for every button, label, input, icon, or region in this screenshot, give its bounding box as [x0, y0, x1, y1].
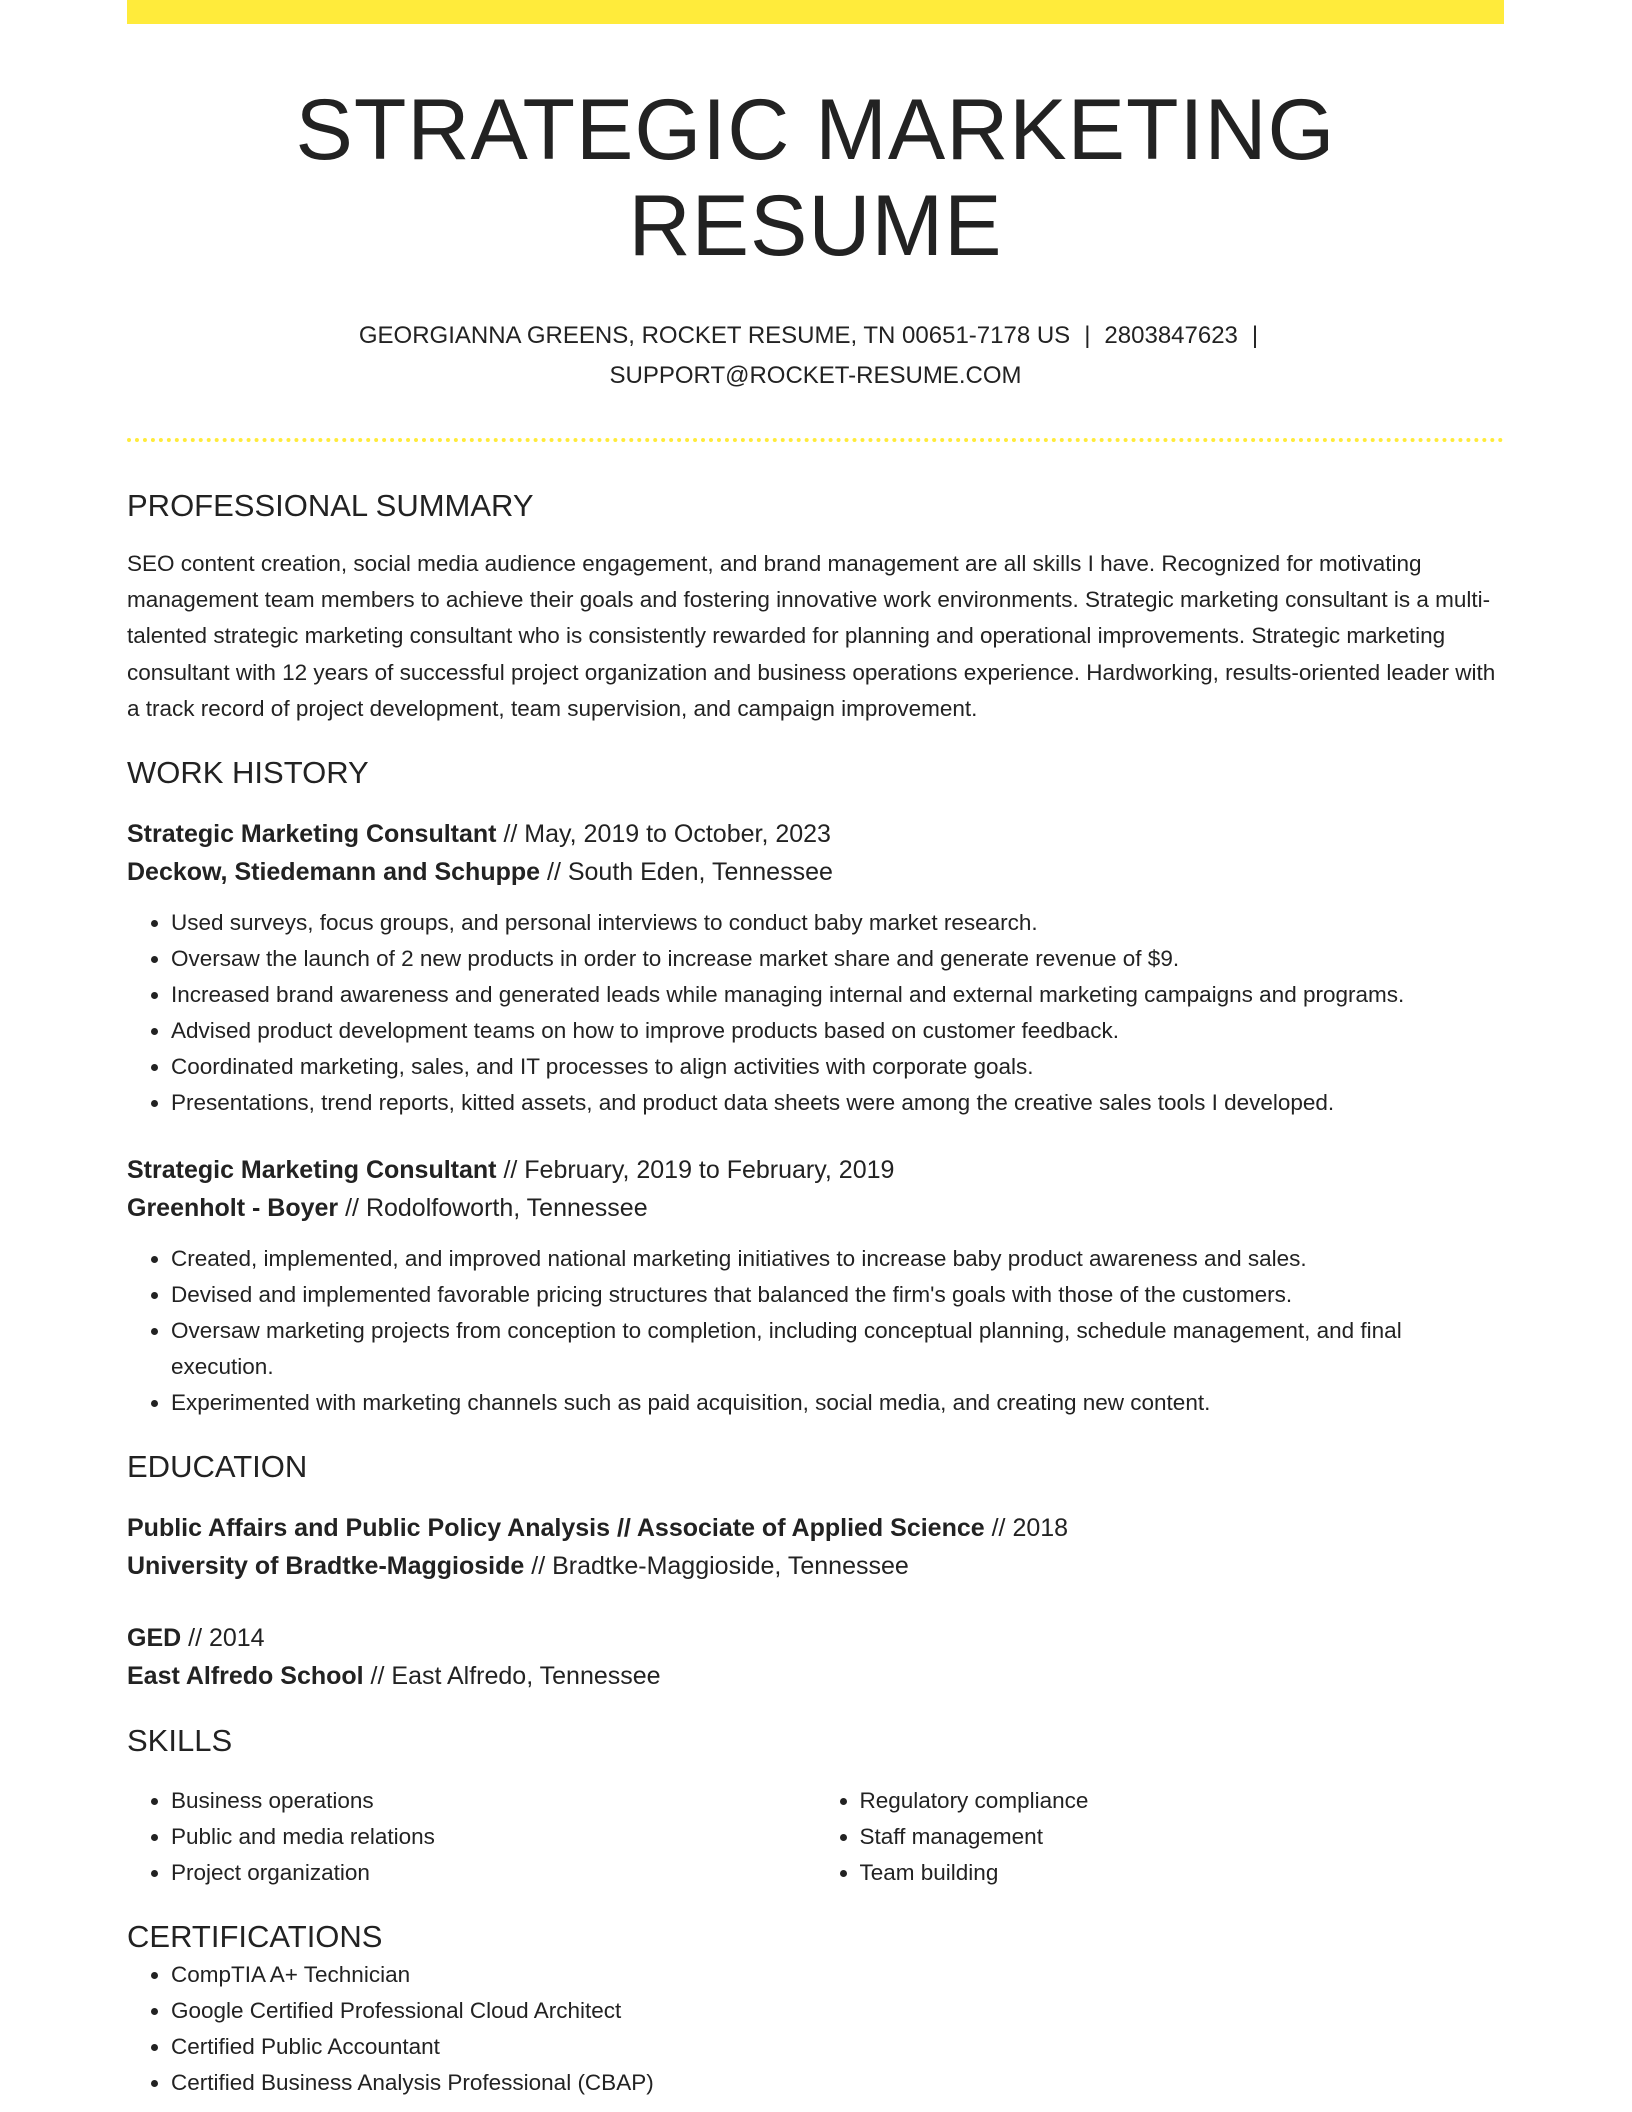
- list-item: • Project organization: [171, 1855, 816, 1891]
- list-item: • Advised product development teams on how to improve products based on customer feedback.: [171, 1013, 1504, 1049]
- education-school-line: [127, 1547, 1504, 1585]
- list-item: • Created, implemented, and improved national marketing initiatives to increase baby product awareness and sales.: [171, 1241, 1504, 1277]
- list-item: • Regulatory compliance: [860, 1783, 1505, 1819]
- list-item: • Presentations, trend reports, kitted assets, and product data sheets were among the creative sales tools I developed.: [171, 1085, 1504, 1121]
- job-dates: // May, 2019 to October, 2023: [496, 820, 831, 849]
- skills-left-list: [127, 1783, 816, 1891]
- contact-info: [127, 316, 1504, 396]
- skills-columns: [127, 1783, 1504, 1891]
- list-item: • Used surveys, focus groups, and personal interviews to conduct baby market research.: [171, 905, 1504, 941]
- list-item: • Coordinated marketing, sales, and IT processes to align activities with corporate goals.: [171, 1049, 1504, 1085]
- education-location: // East Alfredo, Tennessee: [363, 1662, 661, 1691]
- education-degree-line: [127, 1619, 1504, 1657]
- job-bullets: [127, 905, 1504, 1121]
- list-item: • Devised and implemented favorable pricing structures that balanced the firm's goals with those of the customers.: [171, 1277, 1504, 1313]
- skills-heading: SKILLS: [127, 1723, 233, 1759]
- list-item: • Staff management: [860, 1819, 1505, 1855]
- job-title: Strategic Marketing Consultant: [127, 1156, 497, 1185]
- job-title-line: [127, 815, 1504, 853]
- resume-page: [127, 0, 1504, 2101]
- education-school: University of Bradtke-Maggioside: [127, 1552, 525, 1581]
- job-location: // Rodolfoworth, Tennessee: [338, 1194, 648, 1223]
- job-company-line: [127, 1189, 1504, 1227]
- job-title-line: [127, 1151, 1504, 1189]
- contact-address: GEORGIANNA GREENS, ROCKET RESUME, TN 00651-7178 US: [358, 322, 1071, 349]
- list-item: • Certified Business Analysis Professional (CBAP): [171, 2065, 1504, 2101]
- education-location: // Bradtke-Maggioside, Tennessee: [524, 1552, 909, 1581]
- job-company: Deckow, Stiedemann and Schuppe: [127, 858, 541, 887]
- education-entry: [127, 1509, 1504, 1585]
- list-item: • Team building: [860, 1855, 1505, 1891]
- contact-phone: 2803847623: [1104, 322, 1238, 349]
- certifications-list: [127, 1957, 1504, 2101]
- skills-right-list: [816, 1783, 1505, 1891]
- summary-heading: PROFESSIONAL SUMMARY: [127, 488, 534, 523]
- job-title: Strategic Marketing Consultant: [127, 820, 497, 849]
- job-location: // South Eden, Tennessee: [540, 858, 833, 887]
- list-item: • Increased brand awareness and generated leads while managing internal and external marketing campaigns and programs.: [171, 977, 1504, 1013]
- job-company-line: [127, 853, 1504, 891]
- resume-title: STRATEGIC MARKETING RESUME: [295, 82, 1336, 274]
- education-degree-line: [127, 1509, 1504, 1547]
- education-school-line: [127, 1657, 1504, 1695]
- certifications-heading: CERTIFICATIONS: [127, 1919, 383, 1955]
- contact-separator: |: [1251, 322, 1259, 349]
- education-heading: EDUCATION: [127, 1449, 308, 1485]
- work-history-heading: WORK HISTORY: [127, 755, 369, 791]
- dotted-divider: [127, 438, 1504, 442]
- list-item: • Oversaw the launch of 2 new products in order to increase market share and generate revenue of $9.: [171, 941, 1504, 977]
- job-dates: // February, 2019 to February, 2019: [496, 1156, 895, 1185]
- job-bullets: [127, 1241, 1504, 1421]
- education-entry: [127, 1619, 1504, 1695]
- education-school: East Alfredo School: [127, 1662, 364, 1691]
- education-degree: GED: [127, 1624, 182, 1653]
- education-year: // 2018: [984, 1514, 1069, 1543]
- job-company: Greenholt - Boyer: [127, 1194, 339, 1223]
- job-entry: [127, 815, 1504, 1121]
- list-item: • Google Certified Professional Cloud Architect: [171, 1993, 1504, 2029]
- list-item: • CompTIA A+ Technician: [171, 1957, 1504, 1993]
- job-entry: [127, 1151, 1504, 1421]
- education-degree: Public Affairs and Public Policy Analysis // Associate of Applied Science: [127, 1514, 985, 1543]
- list-item: • Experimented with marketing channels such as paid acquisition, social media, and creating new content.: [171, 1385, 1504, 1421]
- list-item: • Certified Public Accountant: [171, 2029, 1504, 2065]
- summary-text: SEO content creation, social media audience engagement, and brand management are all skills I have. Recognized for motivating management team members to achieve their goals and fostering innovative work environments. Strategic marketing consultant is a multi-talented strategic marketing consultant who is consistently rewarded for planning and operational improvements. Strategic marketing consultant with 12 years of successful project organization and business operations experience. Hardworking, results-oriented leader with a track record of project development, team supervision, and campaign improvement.: [127, 551, 1496, 721]
- contact-separator: |: [1084, 322, 1091, 349]
- education-year: // 2014: [181, 1624, 265, 1653]
- contact-email[interactable]: SUPPORT@ROCKET-RESUME.COM: [609, 362, 1022, 389]
- list-item: • Oversaw marketing projects from conception to completion, including conceptual planning, schedule management, and final execution.: [171, 1313, 1504, 1385]
- list-item: • Public and media relations: [171, 1819, 816, 1855]
- list-item: • Business operations: [171, 1783, 816, 1819]
